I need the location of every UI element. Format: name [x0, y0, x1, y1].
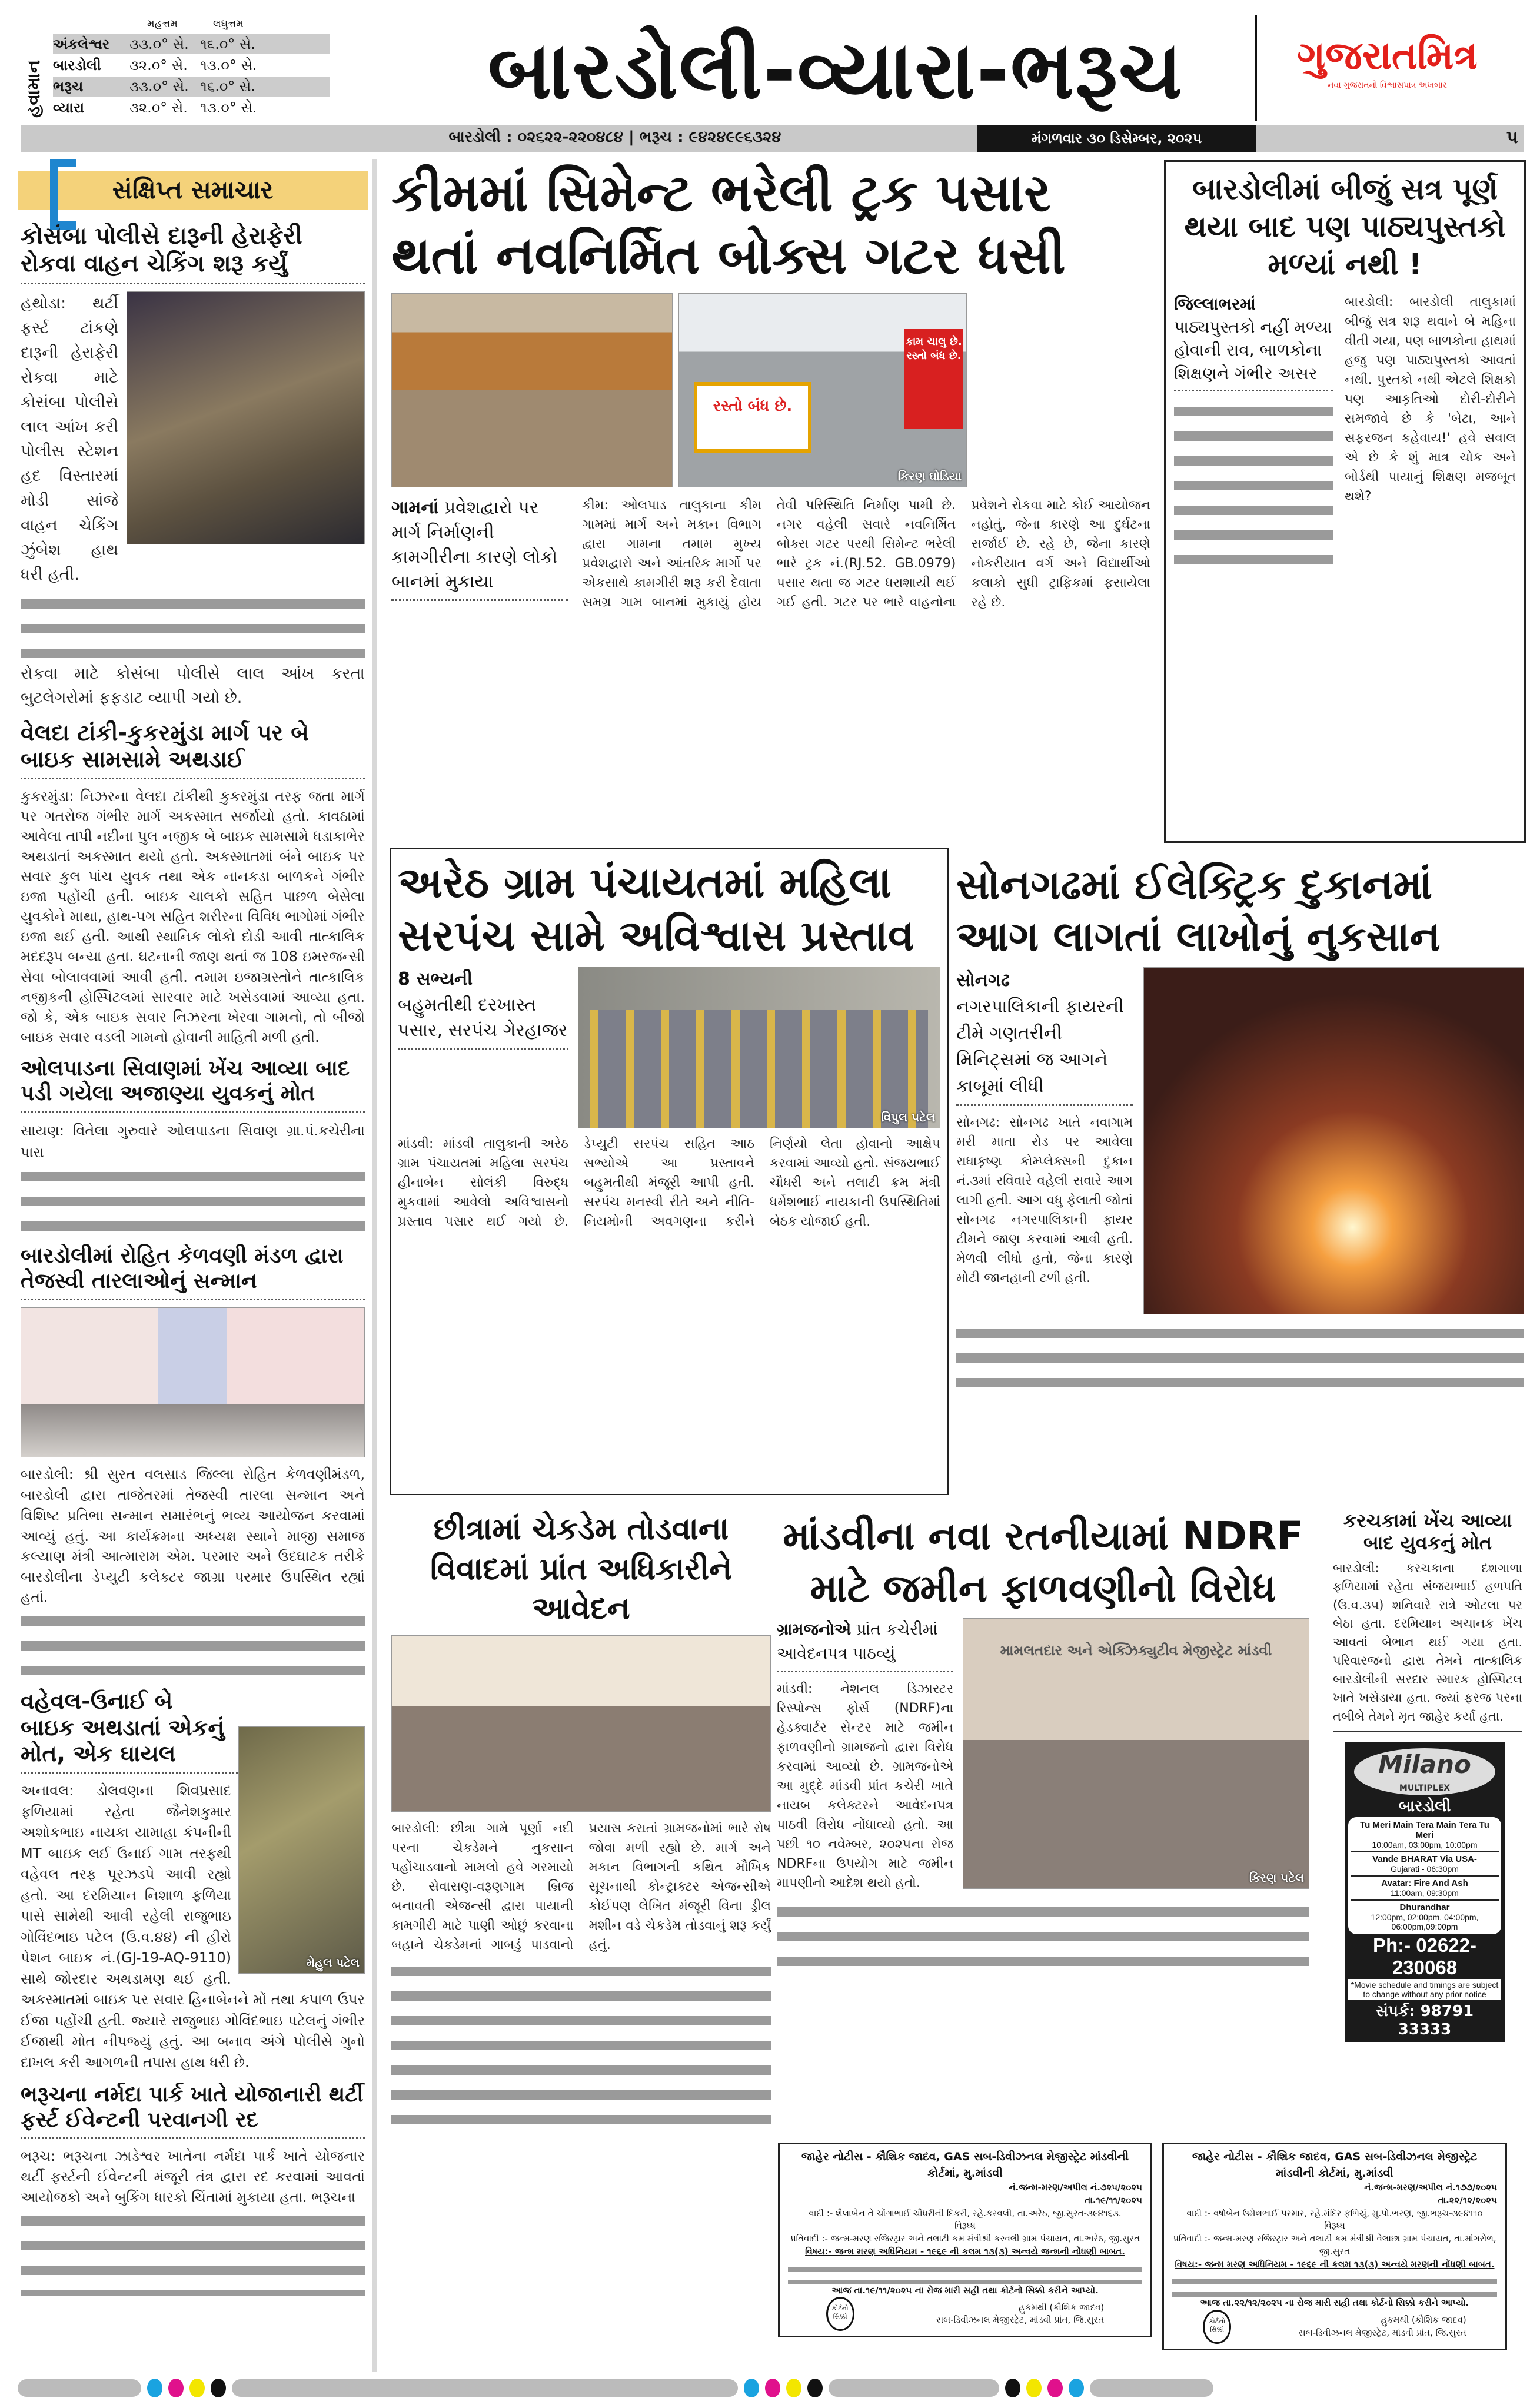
max: ૩૨.૦° સે.	[129, 99, 188, 116]
logo-text: ગુજરાતમિત્ર	[1297, 33, 1478, 78]
headline: બારડોલીમાં રોહિત કેળવણી મંડળ દ્વારા તેજસ્વી તારલાઓનું સન્માન	[21, 1244, 344, 1293]
article-text	[21, 1164, 365, 1234]
yellow-dot	[786, 2379, 801, 2397]
city: વ્યારા	[53, 99, 85, 116]
max: ૩૨.૦° સે.	[129, 57, 188, 74]
headline: વહેવલ-ઉનાઈ બે બાઇક અથડાતાં એકનું મોત, એક ઘાયલ	[21, 1688, 225, 1767]
show: Dhurandhar 12:00pm, 02:00pm, 04:00pm, 06:00pm,09:00pm	[1371, 1902, 1479, 1931]
brief-velda	[21, 720, 365, 1047]
headline: ઓલપાડના સિવાણમાં ખેંચ આવ્યા બાદ પડી ગયેલા અજાણ્યા યુવકનું મોત	[21, 1056, 350, 1106]
songadh-story	[956, 859, 1524, 1397]
notice-defendant: પ્રતિવાદી :- જન્મ-મરણ રજિસ્ટ્રાર અને તલાટી કમ મંત્રીશ્રી વેલાછા ગ્રામ પંચાયત, તા.માંગરોળ, જી.સુરત	[1173, 2233, 1496, 2257]
min: ૧૩.૦° સે.	[200, 57, 257, 74]
areth-story	[390, 848, 949, 1495]
photo-sunken-truck	[391, 293, 673, 487]
photo-credit: કિરણ ઘોડિયા	[897, 469, 962, 484]
headline: બારડોલીમાં બીજું સત્ર પૂર્ણ થયા બાદ પણ પાઠ્યપુસ્તકો મળ્યાં નથી !	[1184, 172, 1506, 281]
kicker-bold: સોનગઢ	[956, 970, 1010, 991]
kicker-bold: 8 સભ્યની	[398, 969, 473, 989]
gray-strip	[18, 2379, 141, 2397]
milano-logo: Milano MULTIPLEX	[1354, 1748, 1495, 1795]
headline: ભરૂચના નર્મદા પાર્ક ખાતે યોજાનારી થર્ટી ફર્સ્ટ ઈવેન્ટની પરવાનગી રદ	[21, 2083, 364, 2132]
article-body: માંડવી: નેશનલ ડિઝાસ્ટર રિસ્પોન્સ ફોર્સ (NDRF)ના હેડક્વાર્ટર સેન્ટર માટે જમીન ફાળવણીનો ગ્રામજનો દ્વારા વિરોધ કરવામાં આવ્યો છે. ગ્રામજનોએ આ મુદ્દે માંડવી પ્રાંત કચેરી ખાતે નાયબ કલેક્ટરને આવેદનપત્ર પાઠવી વિરોધ નોંધાવ્યો હતો. આ પછી ૧૦ નવેમ્બર, ૨૦૨૫ના રોજ NDRFના ઉપયોગ માટે જમીન માપણીનો આદેશ થયો હતો.	[777, 1682, 953, 1891]
article-body: અનાવલ: ડોલવણના શિવપ્રસાદ ફળિયામાં રહેતા જૈનેશકુમાર અશોકભાઇ નાયકા યામાહા કંપનીની MT બાઇક લઈ ઉનાઈ ગામ તરફથી વહેવલ તરફ પૂરઝડપે આવી રહ્યો હતો. આ દરમિયાન નિશાળ ફળિયા પાસે સામેથી આવી રહેલી રાજુભાઇ ગોવિંદભાઇ પટેલ (ઉ.વ.૪૪) ની હીરો પેશન બાઇક નં.(GJ-19-AQ-9110) સાથે જોરદાર અથડામણ થઈ હતી. અકસ્માતમાં બાઇક પર સવાર હિનાબેનને મોં તથા કપાળ ઉપર ઈજા પહોંચી હતી. જ્યારે રાજુભાઇ ગોવિંદભાઇ પટેલનું ગંભીર ઈજાથી મોત નીપજ્યું હતું. આ બનાવ અંગે પોલીસે ગુનો દાખલ કરી આગળની તપાસ હાથ ધરી છે.	[21, 1782, 365, 2071]
yellow-dot	[1026, 2379, 1042, 2397]
showtimes	[1348, 1817, 1501, 1934]
article-body: સોનગઢ: સોનગઢ ખાતે નવાગામ મરી માતા રોડ પર આવેલા રાધાકૃષ્ણ કોમ્પ્લેક્સની દુકાન નં.૩માં રવિવારે વહેલી સવારે આગ લાગી હતી. આગ વધુ ફેલાતી જોતાં સોનગઢ નગરપાલિકાની ફાયર ટીમને જાણ કરવામાં આવી હતી. મેળવી લીધો હતો, જેના કારણે મોટી જાનહાની ટળી હતી.	[956, 1115, 1133, 1286]
column-divider	[372, 159, 377, 2372]
photo-police-checking	[127, 291, 365, 544]
photo-shop-fire	[1143, 967, 1524, 1314]
issue-date: મંગળવાર ૩૦ ડિસેમ્બર, ૨૦૨૫	[977, 125, 1256, 152]
black-dot	[211, 2379, 226, 2397]
court-seal: કોર્ટનો સિક્કો	[1203, 2310, 1231, 2344]
headline: કોસંબા પોલીસે દારૂની હેરાફેરી રોકવા વાહન ચેકિંગ શરૂ કર્યું	[21, 223, 302, 278]
kicker	[391, 496, 568, 612]
show: Tu Meri Main Tera Main Tera Tu Meri 10:00am, 03:00pm, 10:00pm	[1351, 1818, 1499, 1852]
kicker-text: બહુમતીથી દરખાસ્ત પસાર, સરપંચ ગેરહાજર	[398, 994, 568, 1041]
notice-versus: વિરૂધ્ધ	[1324, 2220, 1345, 2231]
article-body: રોકવા માટે કોસંબા પોલીસે લાલ આંખ કરતા બુટલેગરોમાં ફફડાટ વ્યાપી ગયો છે.	[21, 664, 365, 708]
max: ૩૩.૦° સે.	[129, 36, 189, 52]
milano-multiplex-ad	[1345, 1742, 1505, 2042]
article-body: બારડોલી: કરચકાના દશગાળા ફળિયામાં રહેતા સંજયભાઈ હળપતિ (ઉ.વ.૩૫) શનિવારે રાત્રે ઓટલા પર બેઠા હતા. દરમિયાન અચાનક ખેંચ આવતાં બેભાન થઈ ગયા હતા. પરિવારજનો દ્વારા તેમને તાત્કાલિક બારડોલીની સરદાર સ્મારક હોસ્પિટલ ખાતે ખસેડાયા હતા. જ્યાં ફરજ પરના તબીબે તેમને મૃત જાહેર કર્યા હતા.	[1333, 1560, 1522, 1723]
weather-label: હવામાન	[24, 59, 44, 118]
photo-felicitation-event	[21, 1307, 365, 1457]
kicker-text: પ્રાંત કચેરીમાં આવેદનપત્ર પાઠવ્યું	[777, 1620, 938, 1663]
gray-strip	[829, 2379, 999, 2397]
magenta-dot	[765, 2379, 780, 2397]
mandvi-story	[777, 1510, 1309, 1970]
notice-title: જાહેર નોટીસ - કૌશિક જાદવ, GAS સબ-ડિવીઝનલ મેજીસ્ટ્રેટ માંડવીની કોર્ટમાં, મુ.માંડવી	[801, 2150, 1129, 2180]
work-sign: કામ ચાલુ છે. રસ્તો બંધ છે.	[904, 329, 963, 429]
headline: માંડવીના નવા રતનીયામાં NDRF માટે જમીન ફાળવણીનો વિરોધ	[783, 1513, 1303, 1612]
show: Avatar: Fire And Ash 11:00am, 09:30pm	[1351, 1877, 1499, 1901]
headline: સોનગઢમાં ઈલેક્ટ્રિક દુકાનમાં આગ લાગતાં લાખોનું નુકસાન	[956, 861, 1441, 961]
headline: છીત્રામાં ચેકડેમ તોડવાના વિવાદમાં પ્રાંત અધિકારીને આવેદન	[430, 1512, 732, 1627]
min: ૧૩.૦° સે.	[200, 99, 257, 116]
karachka-story	[1333, 1510, 1522, 1732]
page-number: ૫	[1506, 127, 1518, 148]
brief-bharuch	[21, 2083, 365, 2296]
article-text	[1174, 398, 1333, 575]
headline: કરચકામાં ખેંચ આવ્યા બાદ યુવકનું મોત	[1343, 1509, 1512, 1554]
article-text	[21, 1608, 365, 1679]
newspaper-logo	[1268, 32, 1506, 103]
bracket-decoration	[50, 159, 76, 230]
notice-office: સબ-ડિવીઝનલ મેજીસ્ટ્રેટ, માંડવી પ્રાંત, જિ.સુરત	[936, 2314, 1105, 2326]
notice-plaintiff: વાદી :- શૈલાબેન તે ચોંગાભાઈ ચૌધરીની દિકરી, રહે.કરવલી, તા.અરેઠ, જી.સુરત-૩૯૪૧૬૩.	[809, 2207, 1122, 2219]
article-body: બારડોલી: છીત્રા ગામે પૂર્ણા નદી પરના ચેકડેમને નુકસાન પહોંચાડવાનો મામલો હવે ગરમાયો છે. સેવાસણ-વરૂણગામ બ્રિજ બનાવતી એજન્સી દ્વારા પાયાની કામગીરી માટે પાણી ઓછું કરવાના બહાને ચેકડેમનાં ગાબડું પાડવાનો પ્રયાસ કરાતાં ગ્રામજનોમાં ભારે રોષ જોવા મળી રહ્યો છે. માર્ગ અને મકાન વિભાગની કથિત મૌખિક સૂચનાથી કોન્ટ્રાક્ટર એજન્સીએ કોઈપણ લેખિત મંજૂરી વિના ડ્રીલ મશીન વડે ચેકડેમ તોડવાનું શરૂ કર્યું હતું.	[391, 1821, 771, 1952]
karachka-column	[1333, 1510, 1522, 2042]
headline: વેલદા ટાંકી-કુકરમુંડા માર્ગ પર બે બાઇક સામસામે અથડાઈ	[21, 720, 309, 773]
weather-row	[53, 77, 330, 97]
gray-strip	[1090, 2379, 1213, 2397]
article-body: કીમ: ઓલપાડ તાલુકાના કીમ ગામમાં માર્ગ અને મકાન વિભાગ દ્વારા ગામના તમામ મુખ્ય પ્રવેશદ્વારો અને આંતરિક માર્ગો પર એકસાથે કામગીરી શરૂ કરી દેવાતા સમગ્ર ગામ બાનમાં મુકાયું હોય તેવી પરિસ્થિતિ નિર્માણ પામી છે. નગર વહેલી સવારે નવનિર્મિત બોક્સ ગટર પરથી સિમેન્ટ ભરેલી ભારે ટ્રક નં.(RJ.52. GB.0979) પસાર થતા જ ગટર ધરાશાયી થઈ ગઈ હતી. ગટર પર ભારે વાહનોના પ્રવેશને રોકવા માટે કોઈ આયોજન નહોતું, જેના કારણે આ દુર્ઘટના સર્જાઈ છે. રહે છે, જેના કારણે નોકરીયાત વર્ગ અને વિદ્યાર્થીઓ કલાકો સુધી ટ્રાફિકમાં ફસાયેલા રહે છે.	[582, 498, 1150, 610]
city: ભરૂચ	[53, 78, 84, 95]
photo-accident-bike	[238, 1726, 365, 1974]
magenta-dot	[1047, 2379, 1063, 2397]
notice-closing: આજ તા.૨૨/૧૨/૨૦૨૫ ના રોજ મારી સહી તથા કોર્ટનો સિક્કો કરીને આપ્યો.	[1200, 2297, 1469, 2309]
photo-credit: કિરણ પટેલ	[1249, 1871, 1304, 1885]
article-text	[21, 591, 365, 662]
kicker-bold: ગામનાં	[391, 497, 439, 519]
yellow-dot	[189, 2379, 205, 2397]
notice-date: તા.૧૯/૧૧/૨૦૨૫	[1085, 2194, 1142, 2206]
notice-versus: વિરૂધ્ધ	[954, 2220, 976, 2231]
ad-city: બારડોલી	[1398, 1798, 1451, 1815]
photo-credit: વિપુલ પટેલ	[881, 1110, 935, 1124]
photo-villagers-office	[963, 1618, 1309, 1889]
photo-credit: મેહુલ પટેલ	[306, 1955, 360, 1970]
city: અંકલેશ્વર	[53, 36, 110, 52]
education-story	[1164, 160, 1526, 843]
article-body: સાયણ: વિતેલા ગુરુવારે ઓલપાડના સિવાણ ગ્રા.પં.કચેરીના પારા	[21, 1122, 365, 1161]
notice-subject: વિષય:- જન્મ મરણ અધિનિયમ - ૧૯૬૯ ની કલમ ૧૩(૩) અન્વયે મરણની નોંધણી બાબત.	[1175, 2259, 1495, 2270]
article-text	[777, 1899, 1309, 1970]
public-notice	[1162, 2143, 1507, 2350]
article-body: માંડવી: માંડવી તાલુકાની અરેઠ ગ્રામ પંચાયતમાં મહિલા સરપંચ હીનાબેન સોલંકી વિરુદ્ધ મુકવામાં આવેલો અવિશ્વાસનો પ્રસ્તાવ પસાર થઈ ગયો છે. ડેપ્યુટી સરપંચ સહિત આઠ સભ્યોએ આ પ્રસ્તાવને બહુમતીથી મંજૂરી આપી હતી. સરપંચ મનસ્વી રીતે અને નીતિ-નિયમોની અવગણના કરીને નિર્ણયો લેતા હોવાનો આક્ષેપ કરવામાં આવ્યો હતો. સંજયભાઈ ચૌધરી અને તલાટી ક્રમ મંત્રી ધર્મેશભાઈ નાયકાની ઉપસ્થિતિમાં બેઠક યોજાઈ હતી.	[398, 1137, 940, 1229]
show: Vande BHARAT Via USA- Gujarati - 06:30pm	[1351, 1852, 1499, 1877]
ad-note: *Movie schedule and timings are subject to change without any prior notice	[1348, 1979, 1501, 2000]
article-body: ભરૂચ: ભરૂચના ઝાડેશ્વર ખાતેના નર્મદા પાર્ક ખાતે યોજનાર થર્ટી ફર્સ્ટની ઈવેન્ટની મંજૂરી તંત્ર દ્વારા રદ કરવામાં આવતાં આયોજકો અને બુકિંગ ધારકો ચિંતામાં મુકાયા હતા. ભરૂચના	[21, 2148, 365, 2206]
gray-strip	[232, 2379, 738, 2397]
black-dot	[1005, 2379, 1020, 2397]
photo-garlanded-members	[578, 967, 940, 1128]
brief-rohit-mandal	[21, 1244, 365, 1679]
masthead-title: બારડોલી-વ્યારા-ભરૂચ	[487, 24, 1184, 117]
cyan-dot	[147, 2379, 162, 2397]
min: ૧૬.૦° સે.	[200, 78, 255, 95]
article-body: બારડોલી: બારડોલી તાલુકામાં બીજું સત્ર શરૂ થવાને બે મહિના વીતી ગયા, પણ બાળકોના હાથમાં હજુ પણ પાઠ્યપુસ્તકો આવતાં નથી. પુસ્તકો નથી એટલે શિક્ષકો પણ આકૃતિઓ દોરી-દોરીને સમજાવે છે કે 'બેટા, આને સફરજન કહેવાય!' હવે સવાલ એ છે કે શું માત્ર ચોક અને બોર્ડથી પાયાનું શિક્ષણ મજબૂત થશે?	[1345, 295, 1516, 504]
notice-text	[788, 2259, 1142, 2284]
divider	[1255, 15, 1257, 121]
article-body: બારડોલી: શ્રી સુરત વલસાડ જિલ્લા રોહિત કેળવણીમંડળ, બારડોલી દ્વારા તાજેતરમાં તેજસ્વી તારલા સન્માન અને વિશિષ્ટ પ્રતિભા સન્માન સમારંભનું ભવ્ય આયોજન કરવામાં આવ્યું હતું. આ કાર્યક્રમના અધ્યક્ષ સ્થાને માજી સમાજ કલ્યાણ મંત્રી આત્મારામ એમ. પરમાર અને ઉદઘાટક તરીકે બારડોલીના ડેપ્યુટી કલેક્ટર જાગ્રા પરમાર ઉપસ્થિત રહ્યાં હતાં.	[21, 1466, 365, 1606]
min: ૧૬.૦° સે.	[200, 36, 255, 52]
brief-kosamba	[21, 223, 365, 710]
phone-numbers: બારડોલી : ૦૨૬૨૨-૨૨૦૪૮૪ | ભરૂચ : ૯૪૨૪૯૯૬૩૨૪	[448, 128, 781, 146]
notice-defendant: પ્રતિવાદી :- જન્મ-મરણ રજિસ્ટ્રાર અને તલાટી કમ મંત્રીશ્રી કરવલી ગ્રામ પંચાયત, તા.અરેઠ, જી.સુરત	[790, 2233, 1140, 2244]
brief-olpad	[21, 1057, 365, 1234]
brief-vaheval	[21, 1688, 365, 2074]
notice-ref: નં.જન્મ-મરણ/અપીલ નં.૭૨૫/૨૦૨૫	[1009, 2182, 1142, 2193]
article-text	[391, 1958, 771, 2135]
chhitra-story	[391, 1510, 771, 2135]
article-text	[21, 2208, 365, 2296]
cyan-dot	[744, 2379, 759, 2397]
notice-closing: આજ તા.૧૯/૧૧/૨૦૨૫ ના રોજ મારી સહી તથા કોર્ટનો સિક્કો કરીને આપ્યો.	[831, 2284, 1099, 2296]
kicker-text: પ્રવેશદ્વારો પર માર્ગ નિર્માણની કામગીરીના કારણે લોકો બાનમાં મુકાયા	[391, 497, 558, 593]
photo-memorandum	[391, 1635, 771, 1812]
kicker-bold: જિલ્લાભરમાં	[1174, 294, 1256, 314]
article-body: કુકરમુંડા: નિઝરના વેલદા ટાંકીથી કુકરમુંડા તરફ જતા માર્ગ પર ગતરોજ ગંભીર માર્ગ અકસ્માત સર્જાયો હતો. કાવઠામાં આવેલા તાપી નદીના પુલ નજીક બે બાઇક સામસામે ધડાકાભેર અથડાતાં અકસ્માત થયો હતો. અકસ્માતમાં બંને બાઇક પર સવાર કુલ પાંચ યુવક તથા એક નાનકડા બાળકને ગંભીર ઇજા પહોંચી હતી. બાઇક ચાલકો સહિત પાછળ બેસેલા યુવકોને માથા, હાથ-પગ સહિત શરીરના વિવિધ ભાગોમાં ગંભીર ઇજા થઈ હતી. આથી સ્થાનિક લોકો દોડી આવી તાત્કાલિક મદદરૂપ બન્યા હતા. ઘટનાની જાણ થતાં જ 108 ઇમરજન્સી સેવા બોલાવવામાં આવી હતી. તમામ ઇજાગ્રસ્તોને તાત્કાલિક નજીકની હોસ્પિટલમાં સારવાર માટે ખસેડવામાં આવ્યા હતા. જો કે, એક બાઇક સવાર નિઝરના ખેરવા ગામનો, તો બીજો બાઇક સવાર વડલી ગામનો હોવાની માહિતી મળી હતી.	[21, 788, 365, 1045]
weather-row	[53, 98, 330, 118]
public-notice	[778, 2143, 1152, 2337]
notice-plaintiff: વાદી :- વર્ષાબેન ઉમેશભાઈ પરમાર, રહે.મંદિર ફળિયું, મુ.પો.ભરણ, જી.ભરૂચ-૩૯૪૧૧૦	[1186, 2207, 1483, 2219]
cyan-dot	[1069, 2379, 1084, 2397]
max-label: મહત્તમ	[147, 18, 178, 30]
print-registration-bar	[18, 2378, 1213, 2398]
article-body: હથોડા: થર્ટી ફર્સ્ટ ટાંકણે દારૂની હેરાફેરી રોકવા માટે કોસંબા પોલીસે લાલ આંખ કરી પોલીસ સ્ટેશન હદ વિસ્તારમાં મોડી સાંજે વાહન ચેકિંગ ઝુંબેશ હાથ ધરી હતી.	[21, 294, 118, 584]
min-label: લઘુત્તમ	[212, 18, 244, 30]
weather-box	[24, 18, 330, 121]
ad-phone: Ph:- 02622-230068	[1372, 1934, 1477, 1978]
kicker-text: પાઠ્યપુસ્તકો નહીં મળ્યા હોવાની રાવ, બાળકોના શિક્ષણને ગંભીર અસર	[1174, 317, 1332, 383]
notice-text	[1172, 2271, 1497, 2297]
headline: અરેઠ ગ્રામ પંચાયતમાં મહિલા સરપંચ સામે અવિશ્વાસ પ્રસ્તાવ	[398, 858, 914, 960]
article-text	[956, 1320, 1524, 1397]
city: બારડોલી	[53, 57, 101, 74]
court-seal: કોર્ટનો સિક્કો	[826, 2297, 854, 2331]
ad-contact: સંપર્ક: 98791 33333	[1375, 2003, 1474, 2038]
road-closed-sign: રસ્તો બંધ છે.	[694, 382, 811, 453]
weather-row	[53, 34, 330, 54]
notice-sign: હુકમથી (કૌશિક જાદવ)	[1019, 2302, 1105, 2313]
notice-subject: વિષય:- જન્મ મરણ અધિનિયમ - ૧૯૬૯ ની કલમ ૧૩(૩) અન્વયે જન્મની નોંધણી બાબત.	[805, 2246, 1125, 2257]
black-dot	[807, 2379, 823, 2397]
notice-ref: નં.જન્મ-મરણ/અપીલ નં.૧૭૭/૨૦૨૫	[1364, 2182, 1497, 2193]
notice-sign: હુકમથી (કૌશિક જાદવ)	[1381, 2314, 1466, 2326]
office-sign: મામલતદાર અને એક્ઝિક્યુટીવ મેજીસ્ટ્રેટ માંડવી	[1000, 1642, 1272, 1659]
kicker-bold: ગ્રામજનોએ	[777, 1620, 852, 1639]
magenta-dot	[168, 2379, 184, 2397]
notice-office: સબ-ડિવીઝનલ મેજીસ્ટ્રેટ, માંડવી પ્રાંત, જિ.સુરત	[1298, 2327, 1466, 2339]
notice-date: તા.૨૨/૧૨/૨૦૨૫	[1438, 2194, 1497, 2206]
notice-title: જાહેર નોટીસ - કૌશિક જાદવ, GAS સબ-ડિવીઝનલ મેજીસ્ટ્રેટ માંડવીની કોર્ટમાં, મુ.માંડવી	[1192, 2150, 1478, 2180]
lead-story	[391, 162, 1150, 612]
logo-tagline: નવા ગુજરાતનો વિશ્વાસપાત્ર અખબાર	[1328, 81, 1447, 90]
max: ૩૩.૦° સે.	[129, 78, 189, 95]
photo-road-closed	[678, 293, 967, 487]
headline: કીમમાં સિમેન્ટ ભરેલી ટ્રક પસાર થતાં નવનિર્મિત બોક્સ ગટર ધસી	[391, 162, 1066, 285]
section-title: સંક્ષિપ્ત સમાચાર	[18, 171, 368, 210]
left-column	[21, 223, 365, 2296]
kicker-text: નગરપાલિકાની ફાયરની ટીમે ગણતરીની મિનિટ્સમાં જ આગને કાબૂમાં લીધી	[956, 997, 1124, 1097]
weather-row	[53, 55, 330, 75]
